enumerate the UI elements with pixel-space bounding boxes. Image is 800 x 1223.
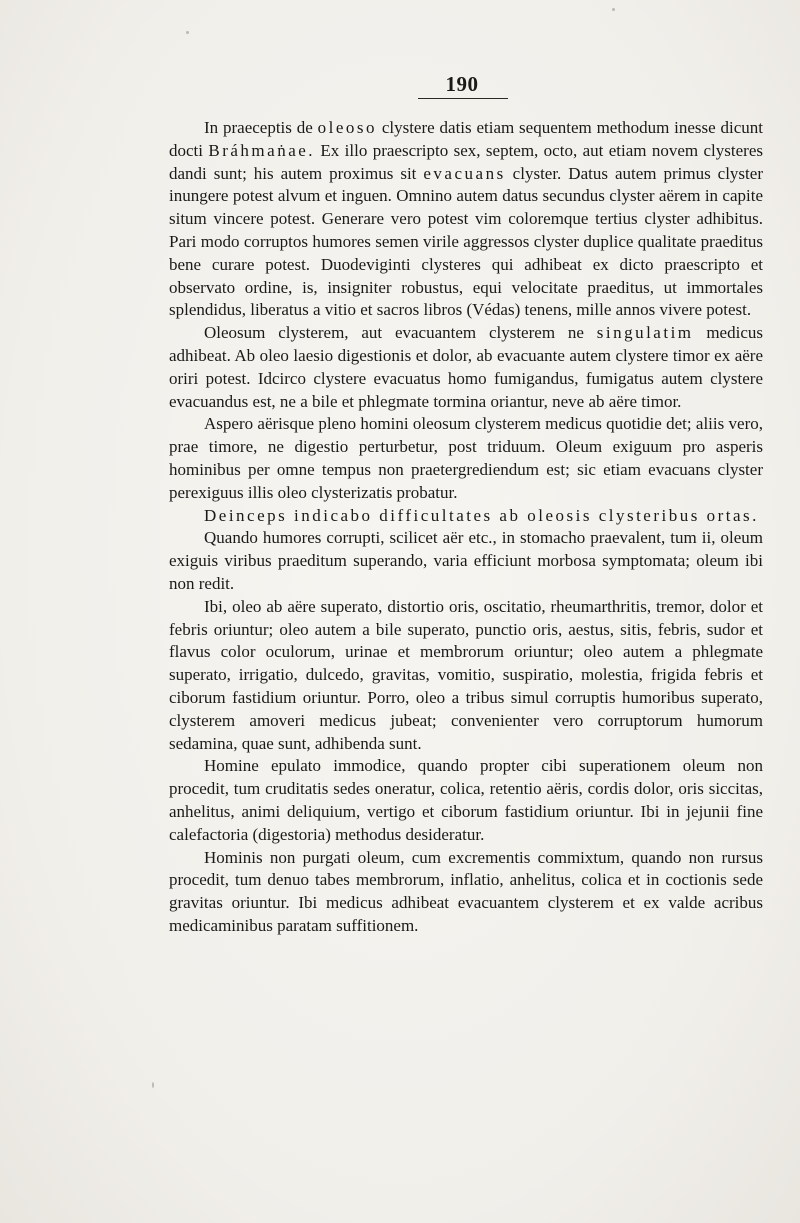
spaced-text: Deinceps indicabo difficultates ab oleosis clysteribus ortas. — [204, 505, 759, 525]
paragraph-p8 — [169, 847, 763, 938]
paper-speck — [612, 8, 615, 11]
text-run: clystere datis etiam sequentem methodum inesse dicunt docti — [169, 118, 763, 160]
text-run: Homine epulato immodice, quando propter cibi superationem oleum non procedit, tum cruditatis sedes oneratur, colica, retentio aëris, cordis dolor, oris siccitas, anhelitus, animi deliquium, vertigo et ciborum fastidium oriuntur. Ibi in jejunii fine calefactoria (digestoria) methodus desideratur. — [169, 756, 763, 844]
page-number: 190 — [445, 72, 479, 96]
paragraph-p7 — [169, 755, 763, 846]
text-run: Hominis non purgati oleum, cum excrementis commixtum, quando non rursus procedit, tum denuo tabes membrorum, inflatio, anhelitus, colica et in coctionis sede gravitas oriuntur. Ibi medicus adhibeat evacuantem clysterem et ex valde acribus medicaminibus paratam suffitionem. — [169, 847, 763, 935]
text-run: Oleosum clysterem, aut evacuantem clysterem ne — [204, 323, 597, 343]
text-run: Ibi, oleo ab aëre superato, distortio oris, oscitatio, rheumarthritis, tremor, dolor et febris oriuntur; oleo autem a bile superato, punctio oris, aestus, sitis, febris, sudor et flavus color oculorum, urinae et membrorum oriuntur; oleo autem a phlegmate superato, irrigatio, dulcedo, gravitas, vomitio, suspiratio, molestia, frigida febris et ciborum fastidium oriuntur. Porro, oleo a tribus simul corruptis humoribus superato, clysterem amoveri medicus jubeat; convenienter vero corruptorum humorum sedamina, quae sunt, adhibenda sunt. — [169, 596, 763, 753]
header-rule — [418, 98, 508, 99]
paragraph-p5 — [169, 527, 763, 595]
text-run: medicus adhibeat. Ab oleo laesio digestionis et dolor, ab evacuante autem clystere timor ex aëre oriri potest. Idcirco clystere evacuatus homo fumigandus, fumigatus autem clystere evacuandus est, ne a bile et phlegmate tormina oriantur, neve ab aëre timor. — [169, 323, 763, 411]
text-run: Aspero aërisque pleno homini oleosum clysterem medicus quotidie det; aliis vero, prae timore, ne digestio perturbetur, post triduum. Oleum exiguum pro asperis hominibus per omne tempus non praetergrediendum est; sic etiam evacuans clyster perexiguus illis oleo clysterizatis probatur. — [169, 414, 763, 502]
paper-speck — [152, 1082, 154, 1088]
spaced-text: singulatim — [596, 323, 694, 343]
paragraph-p2 — [169, 322, 763, 413]
text-run: Ex illo praescripto sex, septem, octo, aut etiam novem clysteres dandi sunt; his autem proximus sit — [169, 140, 763, 183]
text-run: Quando humores corrupti, scilicet aër etc., in stomacho praevalent, tum ii, oleum exiguis viribus praeditum superando, varia efficiunt morbosa symptomata; oleum ibi non redit. — [169, 528, 763, 593]
text-run: clyster. Datus autem primus clyster inungere potest alvum et inguen. Omnino autem datus secundus clyster aërem in capite situm vincere potest. Generare vero potest vim coloremque tertius clyster adhibitus. Pari modo corruptos humores semen virile aggressos clyster duplice qualitate praeditus bene curare potest. Duodeviginti clysteres qui adhibeat ex dicto praescripto et observato ordine, is, insigniter robustus, equi velocitate praeditus, ut immortales splendidus, liberatus a vitio et sacros libros (Védas) tenens, mille annos vivere potest. — [169, 163, 763, 320]
paragraph-p4 — [169, 505, 763, 528]
paragraph-p1 — [169, 117, 763, 322]
spaced-text: evacuans — [423, 163, 506, 183]
spaced-text: Bráhmaṅae. — [208, 140, 316, 160]
paragraph-p3 — [169, 413, 763, 504]
spaced-text: oleoso — [317, 118, 377, 137]
paragraph-p6 — [169, 596, 763, 756]
body-text — [169, 117, 763, 938]
text-run: In praeceptis de — [204, 118, 318, 137]
paper-speck — [186, 31, 189, 34]
